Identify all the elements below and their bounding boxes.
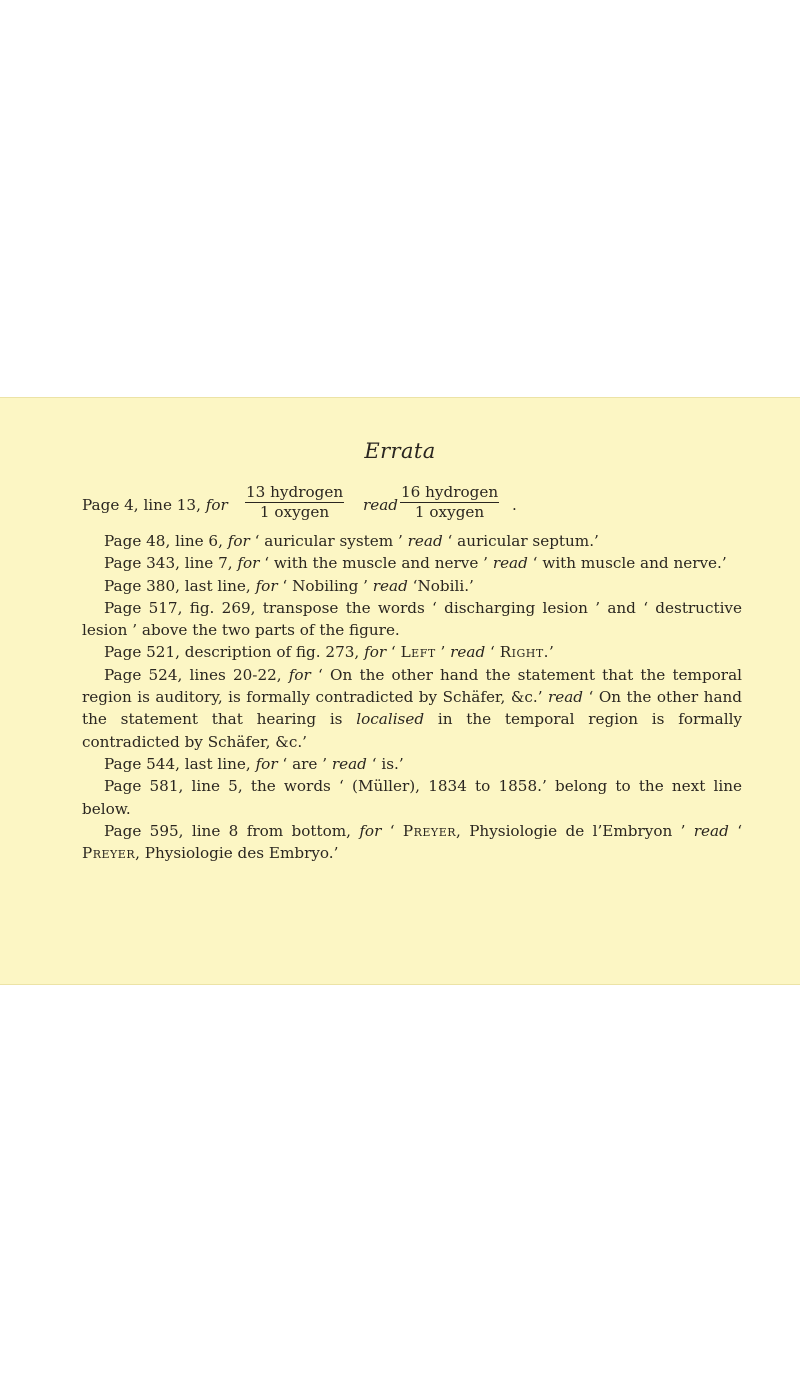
fraction-entry-end: . xyxy=(512,496,517,514)
read-word: read xyxy=(363,496,399,514)
erratum-entry: Page 343, line 7, for ‘ with the muscle and nerve ’ read ‘ with muscle and nerve.’ xyxy=(104,554,727,573)
slip-bottom-edge xyxy=(0,984,800,985)
erratum-entry: Page 595, line 8 from bottom, for ‘ Preyer, Physiologie de l’Embryon ’ read ‘ Preyer, Physiologie des Embryo.’ xyxy=(82,821,743,863)
erratum-entry: Page 521, description of fig. 273, for ‘ Left ’ read ‘ Right.’ xyxy=(104,643,554,662)
new-fraction xyxy=(400,483,499,522)
errata-title: Errata xyxy=(364,439,436,463)
erratum-entry: Page 524, lines 20-22, for ‘ On the other hand the statement that the temporal region is auditory, is formally contradicted by Schäfer, &c.’ read ‘ On the other hand the statement that hearing is localised in the temporal region is formally contradicted by Schäfer, &c.’ xyxy=(82,665,743,751)
erratum-entry: Page 517, fig. 269, transpose the words ‘ discharging lesion ’ and ‘ destructive lesion ’ above the two parts of the figure. xyxy=(82,598,742,640)
new-denominator: 1 oxygen xyxy=(414,503,485,521)
erratum-entry: Page 581, line 5, the words ‘ (Müller), 1834 to 1858.’ belong to the next line below. xyxy=(82,777,742,818)
old-numerator: 13 hydrogen xyxy=(246,483,344,501)
fraction-entry xyxy=(82,483,742,531)
fraction-entry-lead: Page 4, line 13, for xyxy=(82,496,228,514)
slip-top-edge xyxy=(0,397,800,398)
erratum-entry: Page 544, last line, for ‘ are ’ read ‘ is.’ xyxy=(104,754,404,773)
erratum-entry: Page 380, last line, for ‘ Nobiling ’ read ‘Nobili.’ xyxy=(104,576,474,595)
errata-list xyxy=(82,530,742,864)
erratum-entry: Page 48, line 6, for ‘ auricular system ’ read ‘ auricular septum.’ xyxy=(104,532,599,550)
old-denominator: 1 oxygen xyxy=(259,503,330,521)
new-numerator: 16 hydrogen xyxy=(401,483,499,501)
old-fraction xyxy=(245,483,344,522)
